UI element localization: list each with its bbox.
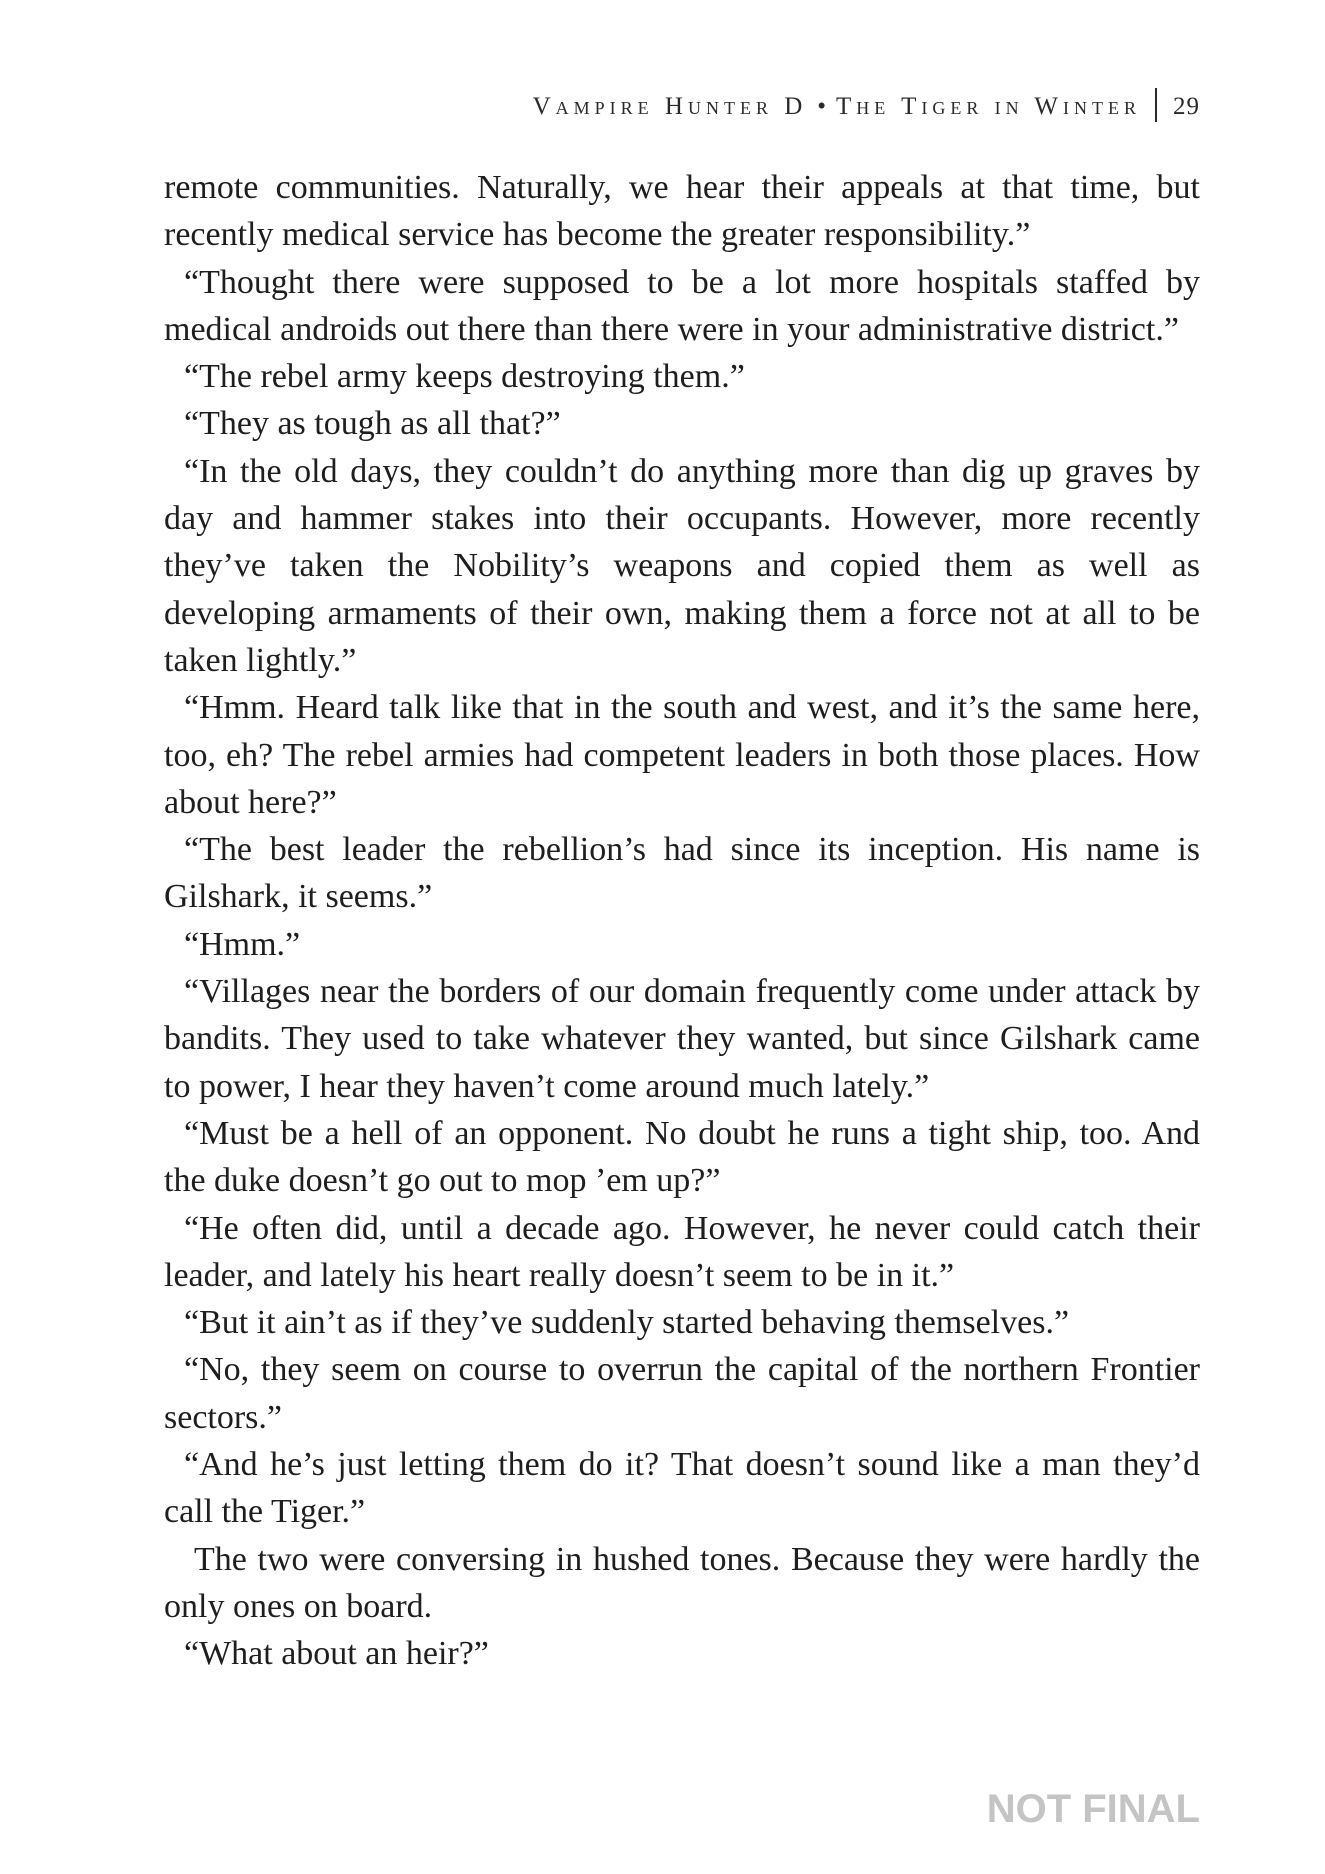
chapter-title: The Tiger in Winter bbox=[836, 93, 1141, 120]
paragraph: “Must be a hell of an opponent. No doubt he runs a tight ship, too. And the duke doesn’t go out to mop ’em up?” bbox=[164, 1114, 1200, 1200]
paragraph: “Hmm.” bbox=[184, 925, 301, 963]
book-title: Vampire Hunter D bbox=[532, 93, 808, 120]
paragraph: The two were conversing in hushed tones. Because they were hardly the only ones on board. bbox=[164, 1540, 1200, 1625]
page-number: 29 bbox=[1173, 93, 1200, 120]
running-header bbox=[160, 92, 1200, 122]
paragraph: “They as tough as all that?” bbox=[184, 405, 561, 443]
paragraph: remote communities. Naturally, we hear their appeals at that time, but recently medical service has become the greater responsibility.” bbox=[164, 169, 1200, 254]
body-text bbox=[164, 164, 1200, 1678]
paragraph: “No, they seem on course to overrun the capital of the northern Frontier sectors.” bbox=[164, 1351, 1200, 1436]
header-separator: • bbox=[817, 93, 827, 120]
paragraph: “The best leader the rebellion’s had since its inception. His name is Gilshark, it seems.” bbox=[164, 831, 1200, 916]
paragraph: “In the old days, they couldn’t do anything more than dig up graves by day and hammer stakes into their occupants. However, more recently they’ve taken the Nobility’s weapons and copied them as well as developing armaments of their own, making them a force not at all to be taken lightly.” bbox=[164, 452, 1200, 679]
paragraph: “He often did, until a decade ago. However, he never could catch their leader, and lately his heart really doesn’t seem to be in it.” bbox=[164, 1209, 1200, 1294]
paragraph: “Hmm. Heard talk like that in the south and west, and it’s the same here, too, eh? The rebel armies had competent leaders in both those places. How about here?” bbox=[164, 689, 1200, 821]
header-divider bbox=[1155, 88, 1157, 122]
paragraph: “The rebel army keeps destroying them.” bbox=[184, 358, 745, 396]
not-final-watermark: NOT FINAL bbox=[986, 1787, 1200, 1831]
paragraph: “Villages near the borders of our domain frequently come under attack by bandits. They used to take whatever they wanted, but since Gilshark came to power, I hear they haven’t come around much lately.” bbox=[164, 973, 1200, 1105]
paragraph: “But it ain’t as if they’ve suddenly started behaving themselves.” bbox=[184, 1304, 1070, 1342]
paragraph: “Thought there were supposed to be a lot more hospitals staffed by medical androids out there than there were in your administrative district.” bbox=[164, 263, 1200, 348]
paragraph: “What about an heir?” bbox=[184, 1635, 489, 1673]
paragraph: “And he’s just letting them do it? That doesn’t sound like a man they’d call the Tiger.” bbox=[164, 1446, 1200, 1531]
